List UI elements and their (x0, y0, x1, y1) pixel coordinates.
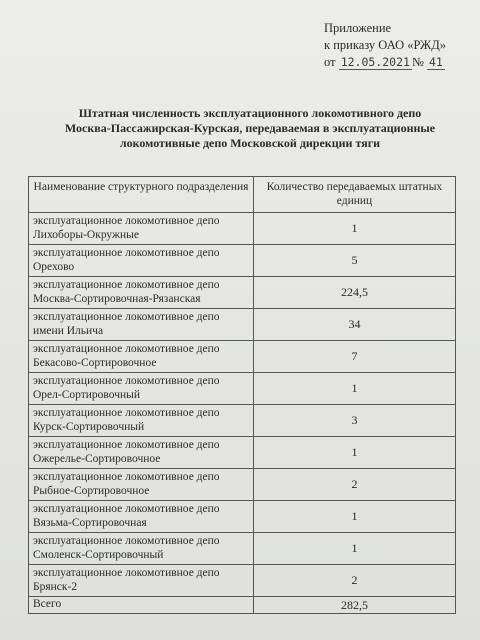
depot-type: эксплуатационное локомотивное депо (33, 471, 220, 483)
table-row (29, 245, 456, 277)
staff-count-cell: 1 (254, 373, 456, 405)
document-title (30, 106, 470, 151)
depot-type: эксплуатационное локомотивное депо (33, 343, 220, 355)
depot-name-cell (29, 565, 254, 597)
depot-location: имени Ильича (33, 325, 104, 337)
depot-name-cell (29, 277, 254, 309)
title-line-2: Москва-Пассажирская-Курская, передаваемая в эксплуатационные (64, 121, 436, 135)
depot-location: Смоленск-Сортировочный (33, 549, 164, 561)
staff-count-cell: 2 (254, 469, 456, 501)
depot-type: эксплуатационное локомотивное депо (33, 567, 220, 579)
staff-count-cell: 34 (254, 309, 456, 341)
table-row (29, 565, 456, 597)
staff-count-cell: 224,5 (254, 277, 456, 309)
depot-name-cell (29, 373, 254, 405)
table-row (29, 469, 456, 501)
depot-type: эксплуатационное локомотивное депо (33, 215, 220, 227)
table-row (29, 213, 456, 245)
depot-type: эксплуатационное локомотивное депо (33, 407, 220, 419)
depot-name-cell (29, 437, 254, 469)
staff-count-cell: 1 (254, 213, 456, 245)
order-date-line (324, 54, 474, 71)
table-body (29, 213, 456, 597)
depot-location: Брянск-2 (33, 581, 78, 593)
order-date: 12.05.2021 (340, 55, 410, 69)
depot-type: эксплуатационное локомотивное депо (33, 375, 220, 387)
title-line-1: Штатная численность эксплуатационного локомотивного депо (78, 106, 422, 120)
total-value: 282,5 (254, 597, 456, 614)
depot-location: Рыбное-Сортировочное (33, 485, 150, 497)
staff-count-cell: 1 (254, 501, 456, 533)
staff-count-cell: 3 (254, 405, 456, 437)
staff-count-cell: 1 (254, 437, 456, 469)
order-number: 41 (429, 55, 443, 69)
total-label: Всего (29, 597, 254, 614)
depot-location: Бекасово-Сортировочное (33, 357, 157, 369)
depot-location: Ожерелье-Сортировочное (33, 453, 161, 465)
depot-type: эксплуатационное локомотивное депо (33, 311, 220, 323)
table-row (29, 437, 456, 469)
depot-name-cell (29, 469, 254, 501)
table-row (29, 501, 456, 533)
staff-count-cell: 7 (254, 341, 456, 373)
depot-location: Орел-Сортировочный (33, 389, 141, 401)
depot-name-cell (29, 245, 254, 277)
depot-type: эксплуатационное локомотивное депо (33, 535, 220, 547)
appendix-header (324, 20, 474, 71)
table-row (29, 341, 456, 373)
depot-name-cell (29, 309, 254, 341)
table-total-row (29, 597, 456, 614)
date-prefix: от (324, 55, 336, 69)
appendix-label: Приложение (324, 21, 392, 35)
table-row (29, 309, 456, 341)
depot-type: эксплуатационное локомотивное депо (33, 439, 220, 451)
depot-name-cell (29, 405, 254, 437)
table-row (29, 373, 456, 405)
number-prefix: № (411, 55, 424, 69)
table-row (29, 405, 456, 437)
staff-count-cell: 5 (254, 245, 456, 277)
header-unit-name: Наименование структурного подразделения (29, 177, 254, 213)
depot-name-cell (29, 213, 254, 245)
depot-name-cell (29, 341, 254, 373)
title-line-3: локомотивные депо Московской дирекции тяги (119, 136, 381, 150)
header-staff-count: Количество передаваемых штатных единиц (254, 177, 456, 213)
table-header-row (29, 177, 456, 213)
depot-location: Лихоборы-Окружные (33, 229, 139, 241)
depot-location: Москва-Сортировочная-Рязанская (33, 293, 201, 305)
table-row (29, 277, 456, 309)
staff-count-cell: 1 (254, 533, 456, 565)
depot-type: эксплуатационное локомотивное депо (33, 279, 220, 291)
table-row (29, 533, 456, 565)
depot-name-cell (29, 501, 254, 533)
depot-location: Орехово (33, 261, 75, 273)
depot-location: Вязьма-Сортировочная (33, 517, 147, 529)
staff-count-cell: 2 (254, 565, 456, 597)
order-reference: к приказу ОАО «РЖД» (324, 38, 447, 52)
staff-table (28, 176, 456, 614)
depot-name-cell (29, 533, 254, 565)
depot-location: Курск-Сортировочный (33, 421, 145, 433)
depot-type: эксплуатационное локомотивное депо (33, 247, 220, 259)
depot-type: эксплуатационное локомотивное депо (33, 503, 220, 515)
